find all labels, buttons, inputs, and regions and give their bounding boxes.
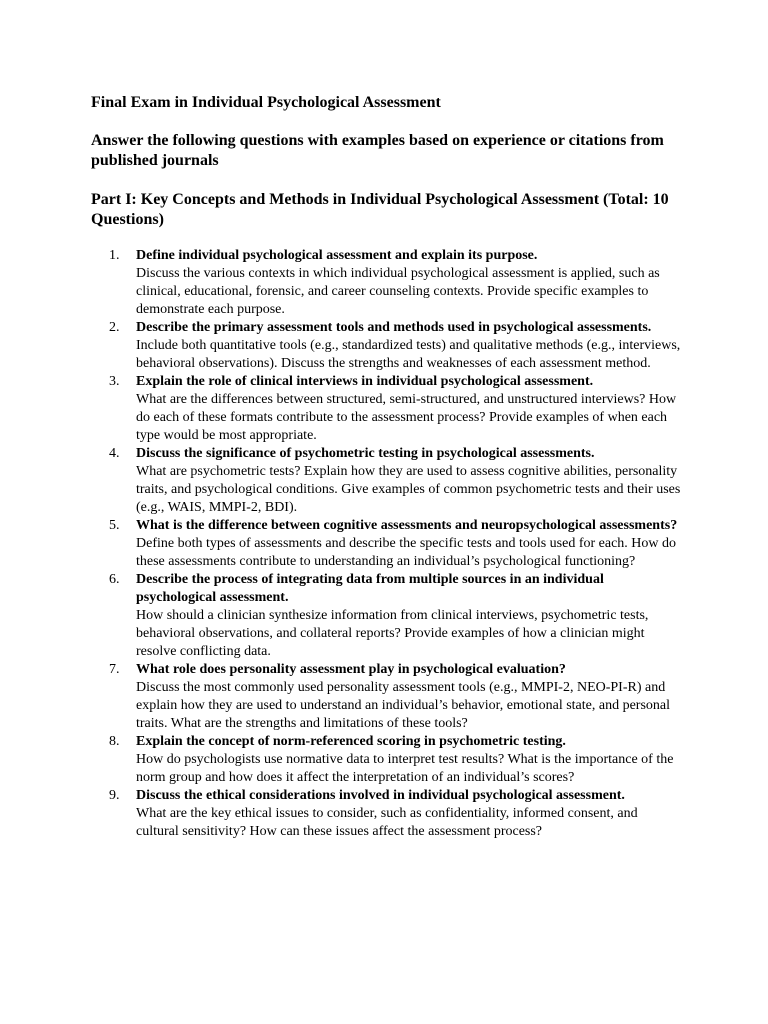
question-heading: Explain the role of clinical interviews in individual psychological assessment. (136, 374, 594, 389)
question-number: 1. (109, 248, 120, 263)
question-body: What are the differences between structured, semi-structured, and unstructured interviews? How do each of these formats contribute to the assessment process? Provide examples of when each type would be most appropriate. (136, 392, 677, 443)
question-heading: Describe the primary assessment tools and methods used in psychological assessments. (136, 320, 652, 335)
question-heading: Define individual psychological assessment and explain its purpose. (136, 248, 538, 263)
question-body: What are the key ethical issues to consider, such as confidentiality, informed consent, and cultural sensitivity? How can these issues affect the assessment process? (136, 806, 638, 839)
question-body: What are psychometric tests? Explain how they are used to assess cognitive abilities, personality traits, and psychological conditions. Give examples of common psychometric tests and their uses (e.g., WAIS, MMPI-2, BDI). (136, 464, 681, 515)
page-title: Final Exam in Individual Psychological Assessment (91, 94, 441, 111)
question-item (91, 787, 681, 841)
question-item (91, 247, 681, 319)
question-body: Discuss the various contexts in which individual psychological assessment is applied, such as clinical, educational, forensic, and career counseling contexts. Provide specific examples to demonstrate each purpose. (136, 266, 660, 317)
question-list (91, 247, 681, 841)
question-item (91, 445, 681, 517)
question-body: Include both quantitative tools (e.g., standardized tests) and qualitative methods (e.g., interviews, behavioral observations). Discuss the strengths and weaknesses of each assessment method. (136, 338, 681, 371)
question-number: 2. (109, 320, 120, 335)
question-body: Define both types of assessments and describe the specific tests and tools used for each. How do these assessments contribute to understanding an individual’s psychological functioning? (136, 536, 677, 569)
question-item (91, 373, 681, 445)
question-number: 4. (109, 446, 120, 461)
question-body: How do psychologists use normative data to interpret test results? What is the importance of the norm group and how does it affect the interpretation of an individual’s scores? (136, 752, 674, 785)
question-item (91, 319, 681, 373)
question-heading: What is the difference between cognitive assessments and neuropsychological assessments? (136, 518, 678, 533)
question-heading: Discuss the ethical considerations involved in individual psychological assessment. (136, 788, 625, 803)
question-body: How should a clinician synthesize information from clinical interviews, psychometric tests, behavioral observations, and collateral reports? Provide examples of how a clinician might resolve conflicting data. (136, 608, 649, 659)
question-number: 7. (109, 662, 120, 677)
question-number: 3. (109, 374, 120, 389)
exam-instructions: Answer the following questions with examples based on experience or citations from published journals (91, 132, 664, 169)
question-heading: Explain the concept of norm-referenced scoring in psychometric testing. (136, 734, 566, 749)
question-item (91, 661, 681, 733)
question-number: 5. (109, 518, 120, 533)
question-number: 8. (109, 734, 120, 749)
question-heading: Describe the process of integrating data from multiple sources in an individual psychological assessment. (136, 572, 604, 605)
question-item (91, 517, 681, 571)
question-heading: What role does personality assessment play in psychological evaluation? (136, 662, 566, 677)
question-item (91, 733, 681, 787)
question-item (91, 571, 681, 661)
question-number: 6. (109, 572, 120, 587)
question-number: 9. (109, 788, 120, 803)
part-heading: Part I: Key Concepts and Methods in Individual Psychological Assessment (Total: 10 Questions) (91, 191, 669, 228)
question-body: Discuss the most commonly used personality assessment tools (e.g., MMPI-2, NEO-PI-R) and explain how they are used to understand an individual’s behavior, emotional state, and personal traits. What are the strengths and limitations of these tools? (136, 680, 671, 731)
question-heading: Discuss the significance of psychometric testing in psychological assessments. (136, 446, 595, 461)
